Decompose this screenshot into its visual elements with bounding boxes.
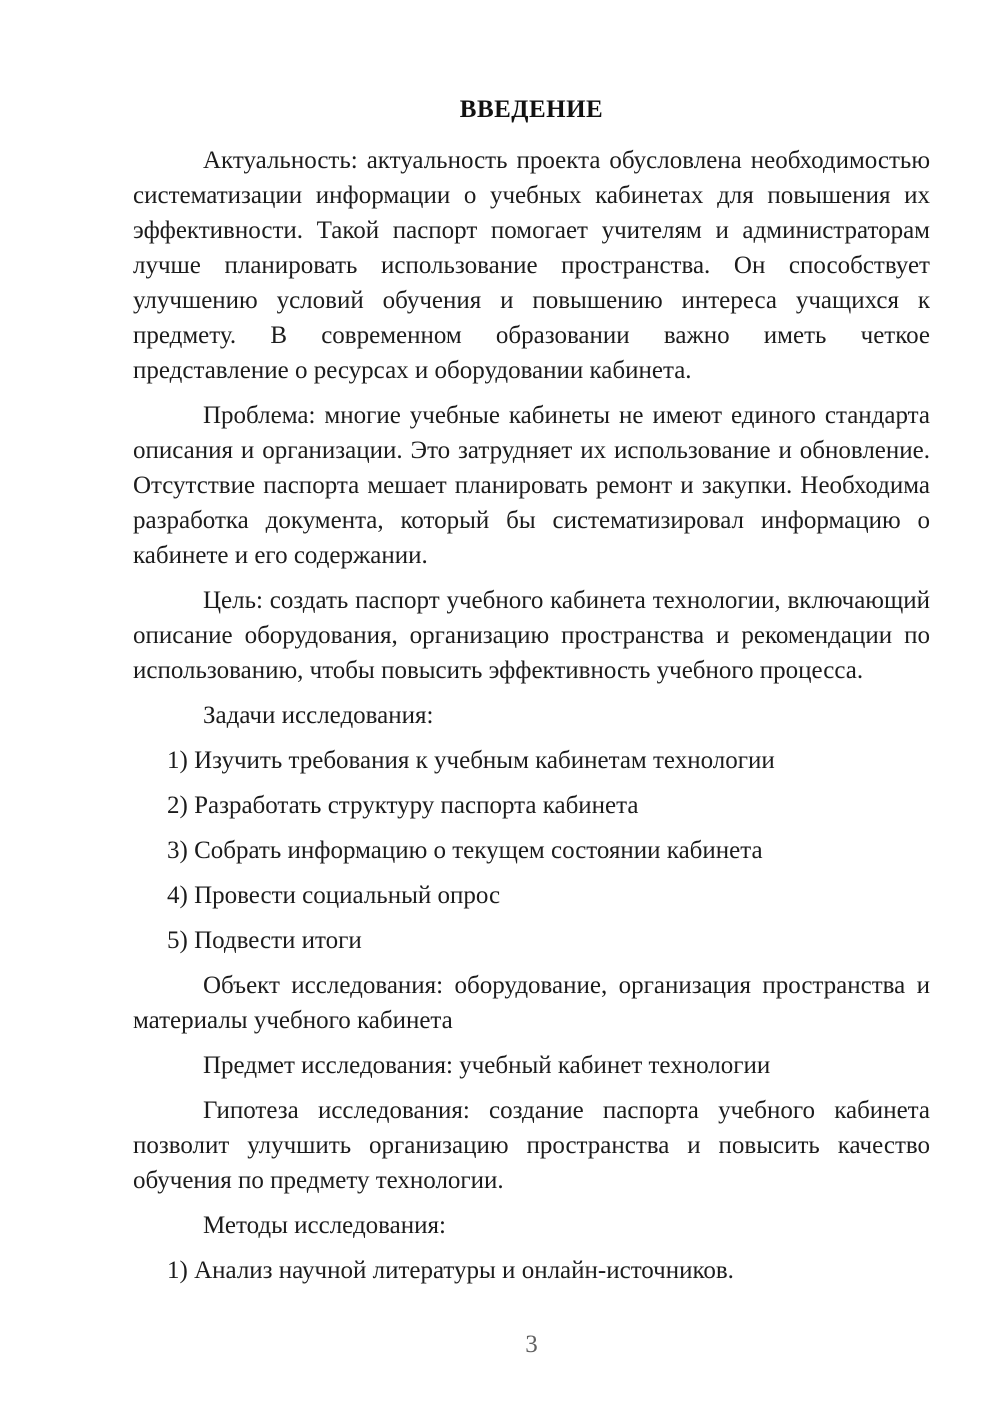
paragraph-line: Методы исследования: [203,1212,446,1239]
paragraph-methods-heading [133,1208,930,1243]
task-item-4: 4) Провести социальный опрос [167,882,501,909]
paragraph-relevance [133,143,930,388]
method-item-1: 1) Анализ научной литературы и онлайн-источников. [167,1257,734,1284]
paragraph-line: Задачи исследования: [203,702,434,729]
task-item-3: 3) Собрать информацию о текущем состоянии кабинета [167,837,763,864]
paragraph-line: улучшению условий обучения и повышению интереса учащихся к [133,287,930,314]
paragraph-goal [133,583,930,688]
paragraph-line: использованию, чтобы повысить эффективность учебного процесса. [133,657,864,684]
paragraph-line: разработка документа, который бы систематизировал информацию о [133,507,930,534]
paragraph-line: Актуальность: актуальность проекта обусловлена необходимостью [203,147,930,174]
paragraph-line: лучше планировать использование пространства. Он способствует [133,252,930,279]
paragraph-line: представление о ресурсах и оборудовании кабинета. [133,357,692,384]
document-body [133,143,930,1288]
paragraph-line: Гипотеза исследования: создание паспорта учебного кабинета [203,1097,930,1124]
paragraph-line: Цель: создать паспорт учебного кабинета технологии, включающий [203,587,930,614]
paragraph-tasks-heading [133,698,930,733]
paragraph-subject [133,1048,930,1083]
paragraph-object [133,968,930,1038]
paragraph-line: описание оборудования, организацию пространства и рекомендации по [133,622,930,649]
paragraph-line: Отсутствие паспорта мешает планировать ремонт и закупки. Необходима [133,472,930,499]
paragraph-line: эффективности. Такой паспорт помогает учителям и администраторам [133,217,930,244]
document-content [133,0,930,1298]
task-item-2: 2) Разработать структуру паспорта кабинета [167,792,639,819]
paragraph-line: описания и организации. Это затрудняет их использование и обновление. [133,437,930,464]
task-item-5: 5) Подвести итоги [167,927,362,954]
paragraph-hypothesis [133,1093,930,1198]
paragraph-line: Предмет исследования: учебный кабинет технологии [203,1052,771,1079]
paragraph-line: материалы учебного кабинета [133,1007,453,1034]
paragraph-line: Объект исследования: оборудование, организация пространства и [203,972,930,999]
paragraph-line: позволит улучшить организацию пространства и повысить качество [133,1132,930,1159]
task-item-1: 1) Изучить требования к учебным кабинетам технологии [167,747,775,774]
paragraph-line: обучения по предмету технологии. [133,1167,504,1194]
paragraph-line: кабинете и его содержании. [133,542,428,569]
paragraph-line: Проблема: многие учебные кабинеты не имеют единого стандарта [203,402,930,429]
paragraph-line: систематизации информации о учебных кабинетах для повышения их [133,182,930,209]
paragraph-line: предмету. В современном образовании важно иметь четкое [133,322,930,349]
paragraph-problem [133,398,930,573]
page-title: ВВЕДЕНИЕ [459,96,604,123]
page-number: 3 [525,1331,538,1358]
